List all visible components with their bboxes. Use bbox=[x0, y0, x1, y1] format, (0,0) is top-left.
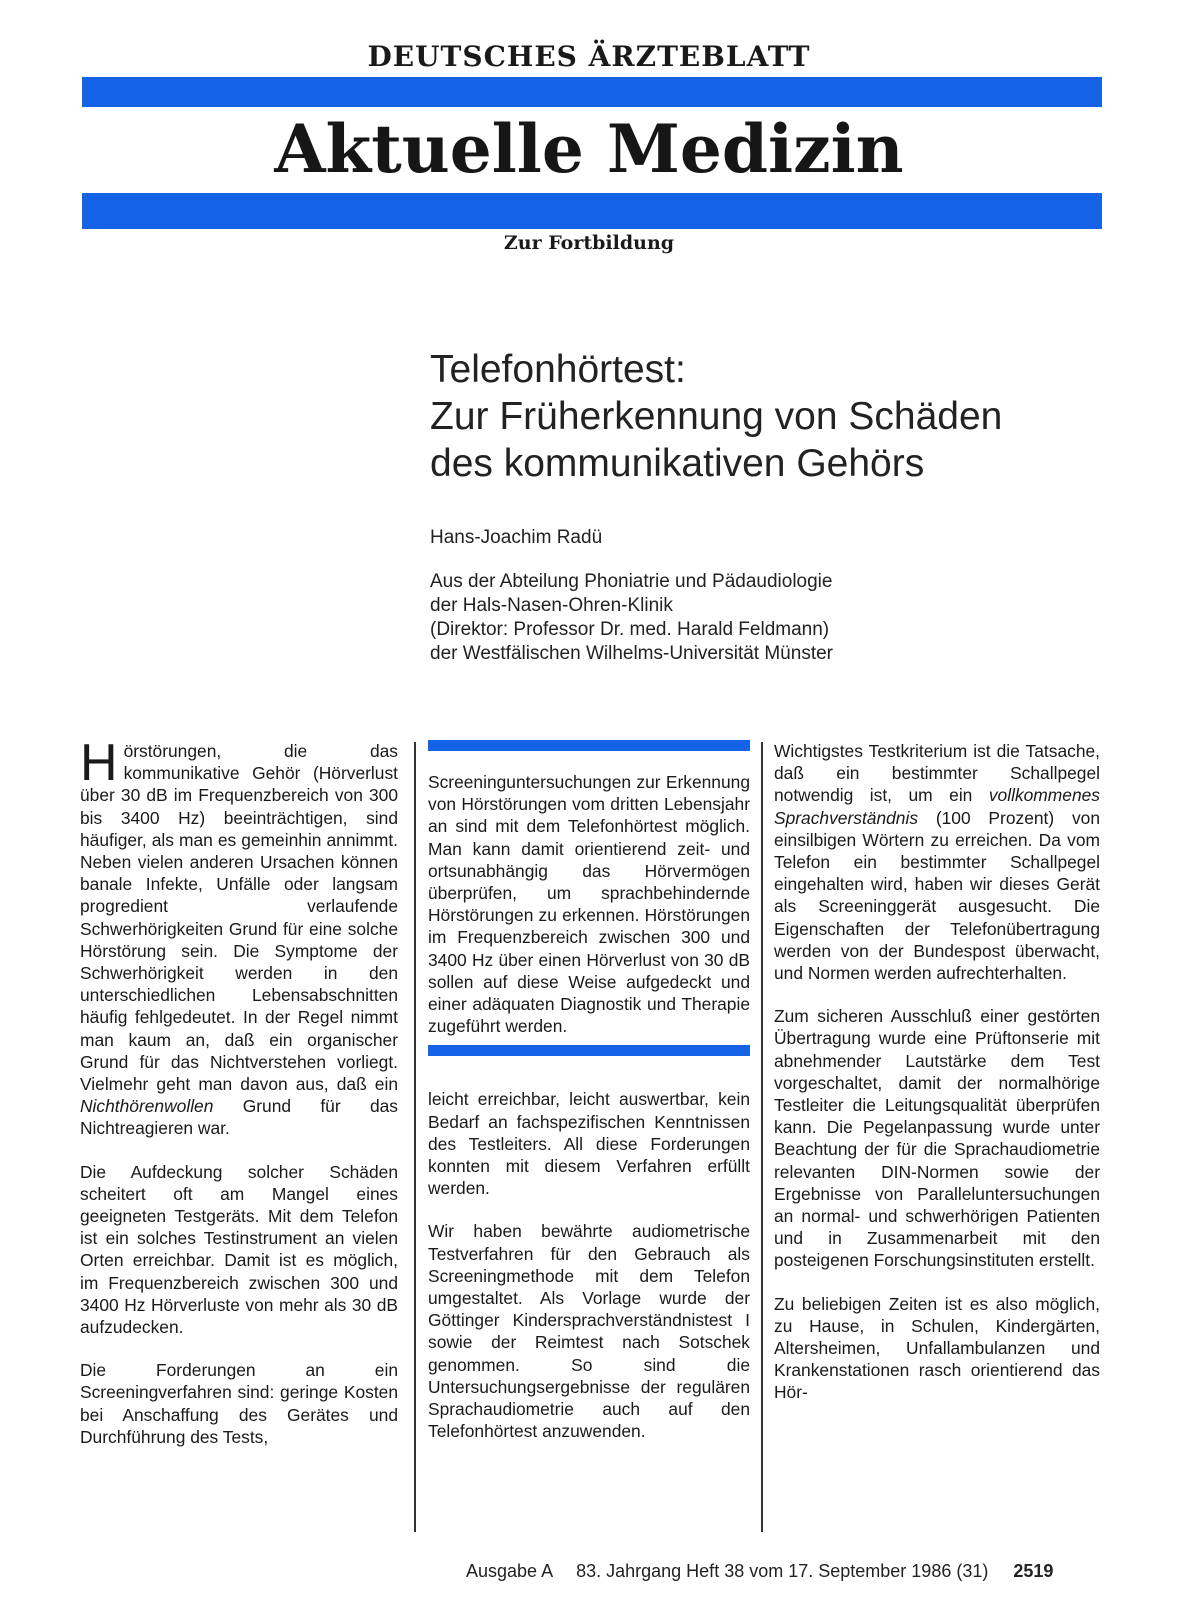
summary-box-bar-bottom bbox=[428, 1045, 750, 1056]
page-footer bbox=[466, 1561, 1053, 1582]
text-column-1 bbox=[80, 734, 398, 1469]
text-column-3 bbox=[774, 740, 1100, 1425]
text-run: örstörungen, die das kommunikative Gehör (Hörverlust über 30 dB im Frequenzbereich von 300 bis 3400 Hz) beeinträchtigen, sind häufiger, als man es gemeinhin annimmt. Neben vielen anderen Ursachen können banale Infekte, Unfälle oder langsam progredient verlaufende Schwerhörigkeiten Grund für eine solche Hörstörung sein. Die Symptome der Schwerhörigkeit werden in den unterschiedlichen Lebensabschnitten häufig fehlgedeutet. In der Regel nimmt man kaum an, daß ein organischer Grund für das Nichtverstehen vorliegt. Vielmehr geht man davon aus, daß ein bbox=[80, 741, 398, 1095]
affiliation-line: (Direktor: Professor Dr. med. Harald Feldmann) bbox=[430, 619, 830, 640]
author-name: Hans-Joachim Radü bbox=[430, 527, 603, 548]
emphasis: vollkommenes Sprachverständnis bbox=[774, 785, 1100, 828]
column-divider bbox=[761, 742, 763, 1532]
paragraph bbox=[774, 740, 1100, 984]
title-line: Telefonhörtest: bbox=[430, 348, 686, 391]
affiliation-line: der Hals-Nasen-Ohren-Klinik bbox=[430, 595, 673, 616]
emphasis: Nichthörenwollen bbox=[80, 1096, 214, 1117]
summary-text: Screeninguntersuchungen zur Erkennung von Hörstörungen vom dritten Lebensjahr an sind mit dem Telefonhörtest möglich. Man kann damit orientierend zeit- und ortsunabhängig das Hörvermögen überprüfen, um sprachbehindernde Hörstörungen zu erkennen. Hörstörungen im Frequenzbereich zwischen 300 und 3400 Hz über einen Hörverlust von 30 dB sollen auf diese Weise aufgedeckt und einer adäquaten Diagnostik und Therapie zugeführt werden. bbox=[428, 772, 750, 1037]
article-title bbox=[430, 346, 1150, 487]
paragraph: Zum sicheren Ausschluß einer gestörten Übertragung wurde eine Prüftonserie mit abnehmender Lautstärke dem Test vorgeschaltet, damit der normalhörige Testleiter die Leitungsqualität überprüfen kann. Die Pegelanpassung wurde unter Beachtung der für die Sprachaudiometrie relevanten DIN-Normen sowie der Ergebnisse von Paralleluntersuchungen an normal- und schwerhörigen Patienten und in Zusammenarbeit mit den posteigenen Forschungsinstituten erstellt. bbox=[774, 1006, 1100, 1271]
edition-label: Ausgabe A bbox=[466, 1561, 554, 1581]
paragraph: Wir haben bewährte audiometrische Testverfahren für den Gebrauch als Screeningmethode mit dem Telefon umgestaltet. Als Vorlage wurde der Göttinger Kindersprachverständnistest I sowie der Reimtest nach Sotschek genommen. So sind die Untersuchungsergebnisse der regulären Sprachaudiometrie auch auf den Telefonhörtest anzuwenden. bbox=[428, 1221, 750, 1442]
paragraph: leicht erreichbar, leicht auswertbar, kein Bedarf an fachspezifischen Kenntnissen des Testleiters. All diese Forderungen konnten mit diesem Verfahren erfüllt werden. bbox=[428, 1089, 750, 1199]
accent-bar-bottom bbox=[82, 193, 1102, 229]
section-title: Aktuelle Medizin bbox=[274, 110, 904, 188]
summary-box-bar-top bbox=[428, 740, 750, 751]
subsection-label: Zur Fortbildung bbox=[503, 232, 675, 254]
column-divider bbox=[414, 742, 416, 1532]
paragraph: Zu beliebigen Zeiten ist es also möglich, zu Hause, in Schulen, Kindergärten, Altersheimen, Unfallambulanzen und Krankenstationen rasch orientierend das Hör- bbox=[774, 1293, 1100, 1403]
accent-bar-top bbox=[82, 77, 1102, 107]
text-run: (100 Prozent) von einsilbigen Wörtern zu erreichen. Da vom Telefon ein bestimmter Schallpegel eingehalten wird, haben wir dieses Gerät als Screeninggerät ausgesucht. Die Eigenschaften der Telefonübertragung werden von der Bundespost überwacht, und Normen werden aufrechterhalten. bbox=[774, 807, 1100, 984]
title-line: des kommunikativen Gehörs bbox=[430, 442, 925, 485]
title-line: Zur Früherkennung von Schäden bbox=[430, 395, 1003, 438]
paragraph bbox=[80, 734, 398, 1140]
text-run: Grund für das Nichtreagieren war. bbox=[80, 1096, 398, 1139]
paragraph: Die Forderungen an ein Screeningverfahren sind: geringe Kosten bei Anschaffung des Gerätes und Durchführung des Tests, bbox=[80, 1360, 398, 1447]
affiliation-line: der Westfälischen Wilhelms-Universität Münster bbox=[430, 643, 833, 664]
drop-cap: H bbox=[80, 734, 118, 792]
text-column-2 bbox=[428, 740, 750, 1463]
issue-info: 83. Jahrgang Heft 38 vom 17. September 1986 (31) bbox=[576, 1561, 989, 1581]
affiliation bbox=[430, 570, 1130, 666]
text-run: Wichtigstes Testkriterium ist die Tatsache, daß ein bestimmter Schallpegel notwendig ist, um ein bbox=[774, 741, 1100, 806]
paragraph: Die Aufdeckung solcher Schäden scheitert oft am Mangel eines geeigneten Testgeräts. Mit dem Telefon ist ein solches Testinstrument an vielen Orten erreichbar. Damit ist es möglich, im Frequenzbereich zwischen 300 und 3400 Hz Hörverluste von mehr als 30 dB aufzudecken. bbox=[80, 1161, 398, 1338]
page-number: 2519 bbox=[1013, 1561, 1054, 1581]
affiliation-line: Aus der Abteilung Phoniatrie und Pädaudiologie bbox=[430, 571, 833, 592]
publication-name: DEUTSCHES ÄRZTEBLATT bbox=[367, 40, 811, 73]
